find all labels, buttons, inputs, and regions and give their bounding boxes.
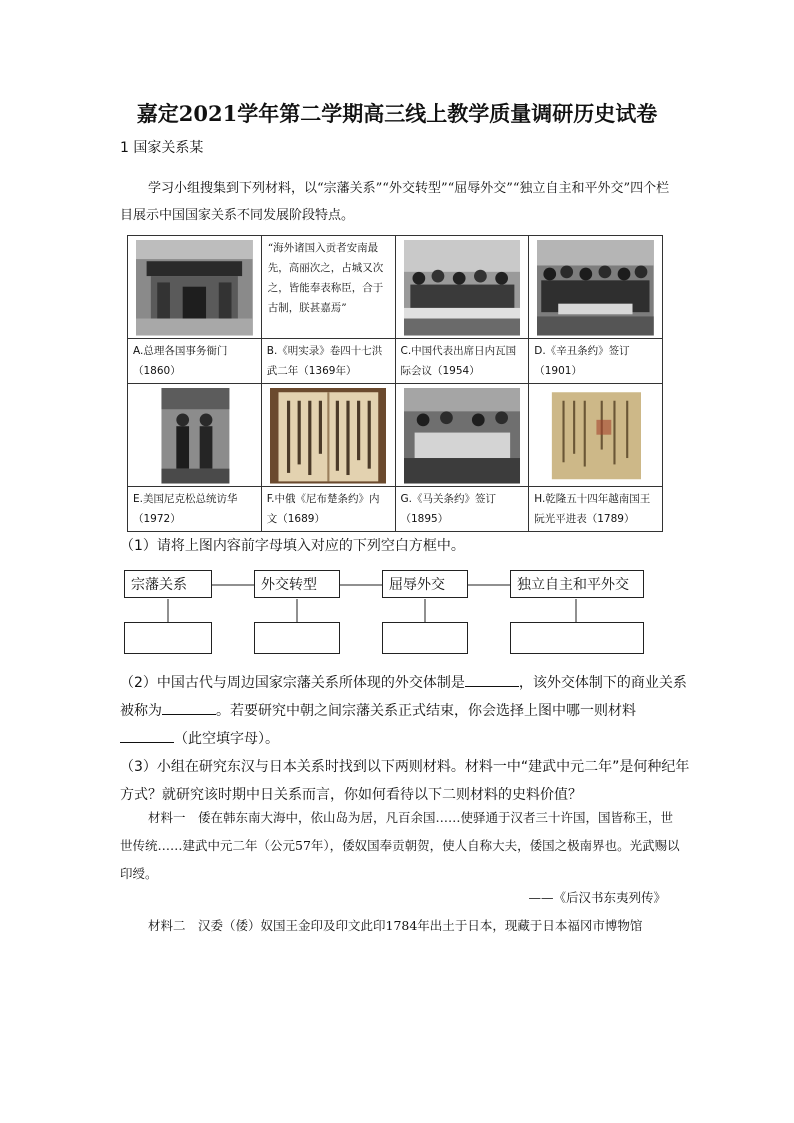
boxer-protocol-photo [537,240,654,336]
caption-cell-g [395,487,529,532]
image-cell-h [529,384,663,487]
blank-diplomatic-system[interactable] [465,672,519,687]
question-intro: 学习小组搜集到下列材料，以“宗藩关系”“外交转型”“屈辱外交”“独立自主和平外交”四个栏目展示中国国家关系不同发展阶段特点。 [120,181,670,223]
sub2-text-d: （此空填字母）。 [174,731,279,747]
sub2-text-b: ，该外交体制下的商业关系被称为 [120,675,687,719]
sub2-text-a: （2）中国古代与周边国家宗藩关系所体现的外交体制是 [120,675,465,691]
geneva-conference-photo [404,240,521,336]
nerchinsk-treaty-text-photo [270,388,387,484]
answer-box-tributary[interactable] [124,622,212,654]
flow-box-tributary: 宗藩关系 [124,570,212,598]
answer-box-transition[interactable] [254,622,340,654]
caption-f: F.中俄《尼布楚条约》内文（1689） [266,493,380,525]
caption-h: H.乾隆五十四年越南国王阮光平进表（1789） [534,493,651,525]
ming-quote-text: “海外诸国入贡者安南最先，高丽次之，占城又次之，皆能奉表称臣，合于古制，朕甚嘉焉” [267,242,384,314]
flow-box-independent: 独立自主和平外交 [510,570,644,598]
answer-box-independent[interactable] [510,622,644,654]
material-grid [127,235,663,532]
material-two: 材料二 汉委（倭）奴国王金印及印文此印1784年出土于日本，现藏于日本福冈市博物馆 [148,918,643,933]
caption-e: E.美国尼克松总统访华（1972） [133,493,238,525]
caption-c: C.中国代表出席日内瓦国际会议（1954） [400,345,517,377]
image-cell-e [128,384,262,487]
sub-question-1: （1）请将上图内容前字母填入对应的下列空白方框中。 [120,538,465,554]
shimonoseki-treaty-photo [404,388,521,484]
caption-a: A.总理各国事务衙门（1860） [133,345,228,377]
caption-cell-b [261,339,395,384]
image-cell-f [261,384,395,487]
yamen-gate-photo [136,240,253,336]
quote-cell [261,236,395,339]
flow-box-transition: 外交转型 [254,570,340,598]
caption-d: D.《辛丑条约》签订（1901） [534,345,630,377]
answer-box-humiliation[interactable] [382,622,468,654]
material-one: 材料一 倭在韩东南大海中，依山岛为居，凡百余国……使驿通于汉者三十许国，国皆称王，世世传统……建武中元二年（公元57年），倭奴国奉贡朝贺，使人自称大夫，倭国之极南界也。光武赐以印绶。 [120,810,680,881]
caption-cell-h [529,487,663,532]
flow-box-humiliation: 屈辱外交 [382,570,468,598]
caption-cell-e [128,487,262,532]
annam-memorial-photo [537,388,654,484]
caption-cell-f [261,487,395,532]
image-cell-c [395,236,529,339]
sub-question-3: （3）小组在研究东汉与日本关系时找到以下两则材料。材料一中“建武中元二年”是何种纪年方式？就研究该时期中日关系而言，你如何看待以下二则材料的史料价值？ [120,759,690,803]
caption-cell-a [128,339,262,384]
image-cell-g [395,384,529,487]
caption-cell-d [529,339,663,384]
image-cell-a [128,236,262,339]
sub2-text-c: 。若要研究中朝之间宗藩关系正式结束，你会选择上图中哪一则材料 [216,703,636,719]
blank-letter-choice[interactable] [120,728,174,743]
sub-question-2 [120,669,690,753]
nixon-visit-photo [136,388,253,484]
question-heading: 1 国家关系某 [120,140,204,156]
image-cell-d [529,236,663,339]
page-title: 嘉定2021学年第二学期高三线上教学质量调研历史试卷 [136,101,658,126]
caption-g: G.《马关条约》签订（1895） [400,493,496,525]
blank-commercial-relation[interactable] [162,700,216,715]
material-one-source: ——《后汉书东夷列传》 [528,890,666,905]
caption-cell-c [395,339,529,384]
caption-b: B.《明实录》卷四十七洪武二年（1369年） [266,345,383,377]
